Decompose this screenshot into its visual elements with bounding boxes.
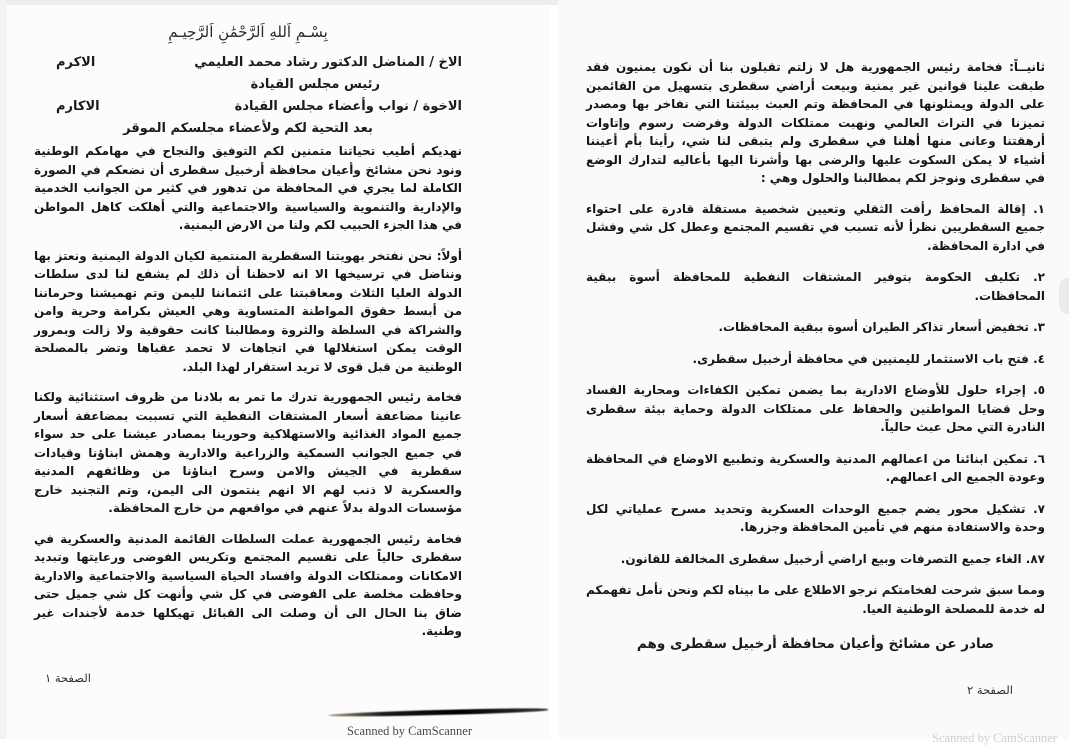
demand-item-2: ٢. تكليف الحكومة بتوفير المشتقات النفطية للمحافظة أسوة ببقية المحافظات. bbox=[586, 270, 1045, 303]
demand-number: ١. bbox=[1033, 201, 1045, 216]
scan-edge-left bbox=[0, 0, 7, 739]
addressee-row-president bbox=[34, 55, 462, 70]
scanned-page-1 bbox=[8, 5, 550, 739]
scan-shadow-artifact bbox=[328, 707, 548, 717]
demand-number: ٣. bbox=[1033, 320, 1045, 334]
salutation-line: بعد التحية لكم ولأعضاء مجلسكم الموقر bbox=[123, 121, 373, 136]
camscanner-credit-left: Scanned by CamScanner bbox=[347, 724, 472, 738]
honorific-akarim: الاكارم bbox=[56, 99, 100, 114]
camscanner-credit-right: Scanned by CamScanner bbox=[932, 731, 1057, 745]
demand-number: ٦. bbox=[1033, 451, 1045, 466]
issued-by-line: صادر عن مشائخ وأعيان محافظة أرخبيل سقطرى وهم bbox=[636, 636, 995, 652]
page-number-1: الصفحة ١ bbox=[45, 671, 91, 685]
basmala-calligraphy: بِسْـمِ اَللهِ اَلرَّحْمَٰنِ اَلرَّحِيـمِ bbox=[168, 23, 328, 41]
addressee-title: رئيس مجلس القيادة bbox=[250, 77, 380, 92]
paragraph-lead: أولاً: bbox=[436, 248, 462, 263]
paragraph-president-aware: فخامة رئيس الجمهورية تدرك ما تمر به بلادنا من ظروف استثنائية ولكنا عانينا مضاعفة أسعار المشتقات النفطية التي تسببت بمضاعفة أسعار جميع المواد الغذائية والاستهلاكية وحورينا بمصادر عيشنا على حد سواء في جميع الجوانب السمكية والزراعية والادارية وهمش ابناؤنا وقيادات سقطرية في الجيش والامن وسرح ابناؤنا من وظائفهم المدنية والعسكرية لا ذنب لهم الا انهم ينتمون الى اليمن، وتم التجنيد خارج مؤسسات الدولة بدلاً عنهم في مواقعهم من خارج المحافظة. bbox=[34, 390, 462, 515]
page-number-2: الصفحة ٢ bbox=[967, 683, 1013, 697]
demand-item-4: ٤. فتح باب الاستثمار لليمنيين في محافظة أرخبيل سقطرى. bbox=[692, 351, 1045, 366]
scanned-page-2 bbox=[558, 0, 1069, 745]
demand-item-8: ٨٧. الغاء جميع التصرفات وبيع اراضي أرخبيل سقطرى المخالفة للقانون. bbox=[620, 551, 1045, 566]
addressee-name: الاخ / المناضل الدكتور رشاد محمد العليمي bbox=[194, 55, 462, 70]
closing-paragraph: ومما سبق شرحت لفخامتكم نرجو الاطلاع على ما بيناه لكم ونحن نأمل تفهمكم له خدمة للمصلحة الوطنية العيا. bbox=[586, 583, 1045, 616]
demand-item-6: ٦. تمكين ابنائنا من اعمالهم المدنية والعسكرية وتطبيع الاوضاع في المحافظة وعودة الجميع الى اعمالهم. bbox=[586, 451, 1045, 484]
demand-item-3: ٣. تخفيض أسعار تذاكر الطيران أسوة ببقية المحافظات. bbox=[718, 320, 1045, 334]
demand-number: ٢. bbox=[1033, 270, 1045, 284]
paragraph-second-point: ثانيــاً: فخامة رئيس الجمهورية هل لا زلتم تقبلون بنا أن نكون يمنيون فقد طبقت علينا قوانين غير يمنية وبيعت أراضي سقطرى بتسهيل من القائمين على الدولة ويمثلونها في المحافظة وتم العبث ببيئتنا التي نفاخر بها ومصدر تميزنا في التراث العالمي ونهبت ممتلكات الدولة وفرضت رسوم وإتاوات أرهقتنا وعانى منها أهلنا في سقطرى ولم يتبقى لنا شي، رأينا بأم أعيننا أشياء لا يمكن السكوت عليها والرضى بها وأشرنا اليها بأعاليه لتدارك الوضع في سقطرى ونوجز لكم بمطالبنا والحلول وهي : bbox=[586, 60, 1045, 185]
addressee-row-council bbox=[34, 99, 462, 114]
honorific-akram: الاكرم bbox=[56, 55, 96, 70]
addressee-council: الاخوة / نواب وأعضاء مجلس القيادة bbox=[234, 99, 462, 114]
paragraph-lead: ثانيــاً: bbox=[1009, 60, 1045, 74]
demand-number: ٧. bbox=[1033, 501, 1045, 516]
demand-item-7: ٧. تشكيل محور يضم جميع الوحدات العسكرية وتحديد مسرح عملياتي لكل وحدة والاستفادة منهم في تأمين المحافظة وجزرها. bbox=[586, 501, 1045, 534]
paragraph-authorities: فخامة رئيس الجمهورية عملت السلطات القائمة المدنية والعسكرية في سقطرى حالياً على تقسيم المجتمع وتكريس الفوضى ورعايتها وتبديد الامكانات وممتلكات الدولة وافساد الحياة السياسية والاجتماعية والادارية وحافظت مخلصة على الفوضى في كل شي وأنهت كل شي جميل حتى ضاق بنا الحال الى أن وصلت الى القبائل تهيكلها خدمة لأجندات غير وطنية. bbox=[34, 531, 462, 638]
demand-number: ٤. bbox=[1033, 351, 1045, 366]
demand-item-5: ٥. إجراء حلول للأوضاع الادارية بما يضمن تمكين الكفاءات ومحاربة الفساد وحل قضايا المواطنين والحفاظ على ممتلكات الدولة وحماية بيئة سقطرى النادرة التي محل عبث حالياً. bbox=[586, 383, 1046, 434]
demand-item-1: ١. إقالة المحافظ رأفت الثقلي وتعيين شخصية مستقلة قادرة على احتواء جميع السقطريين نظرأ لأنه تسبب في تقسيم المجتمع وعطل كل شي وفشل في ادارة المحافظة. bbox=[586, 201, 1045, 253]
demand-number: ٥. bbox=[1033, 383, 1046, 397]
page-curl-artifact bbox=[1059, 278, 1069, 314]
demand-number: ٨٧. bbox=[1025, 551, 1045, 566]
paragraph-first-point: أولاً: نحن نفتخر بهويتنا السقطرية المنتمية لكيان الدولة اليمنية ونعتز بها ونناضل في ترسيخها الا انه لاحظنا أن ذلك لم يشفع لنا لدى سلطات الدولة العليا الثلاث ومعاقبتنا على ائتماننا لليمن وتم تهميشنا وحرماننا من أبسط حقوق المواطنة المتساوية وهي العيش بكرامة وحرية وامن والشراكة في السلطة والثروة ومطالبنا كانت حقوقية ولا زالت وبمرور الوقت يمكن استغلالها في اتجاهات لا تحمد عقباها وتضر بالمصلحة الوطنية من قبل قوى لا تريد استقرار لهذا البلد. bbox=[34, 248, 462, 374]
paragraph-intro: نهديكم أطيب تحياتنا متمنين لكم التوفيق والنجاح في مهامكم الوطنية ونود نحن مشائخ وأعيان محافظة أرخبيل سقطرى أن نضعكم في الصورة الكاملة لما يجري في المحافظة من تدهور في كثير من الجوانب الخدمية والإدارية والتنموية والسياسية والاجتماعية والتي أهلكت كاهل المواطن في هذا الجزء الحبيب لكم ولنا من الارض اليمنية. bbox=[34, 144, 462, 232]
